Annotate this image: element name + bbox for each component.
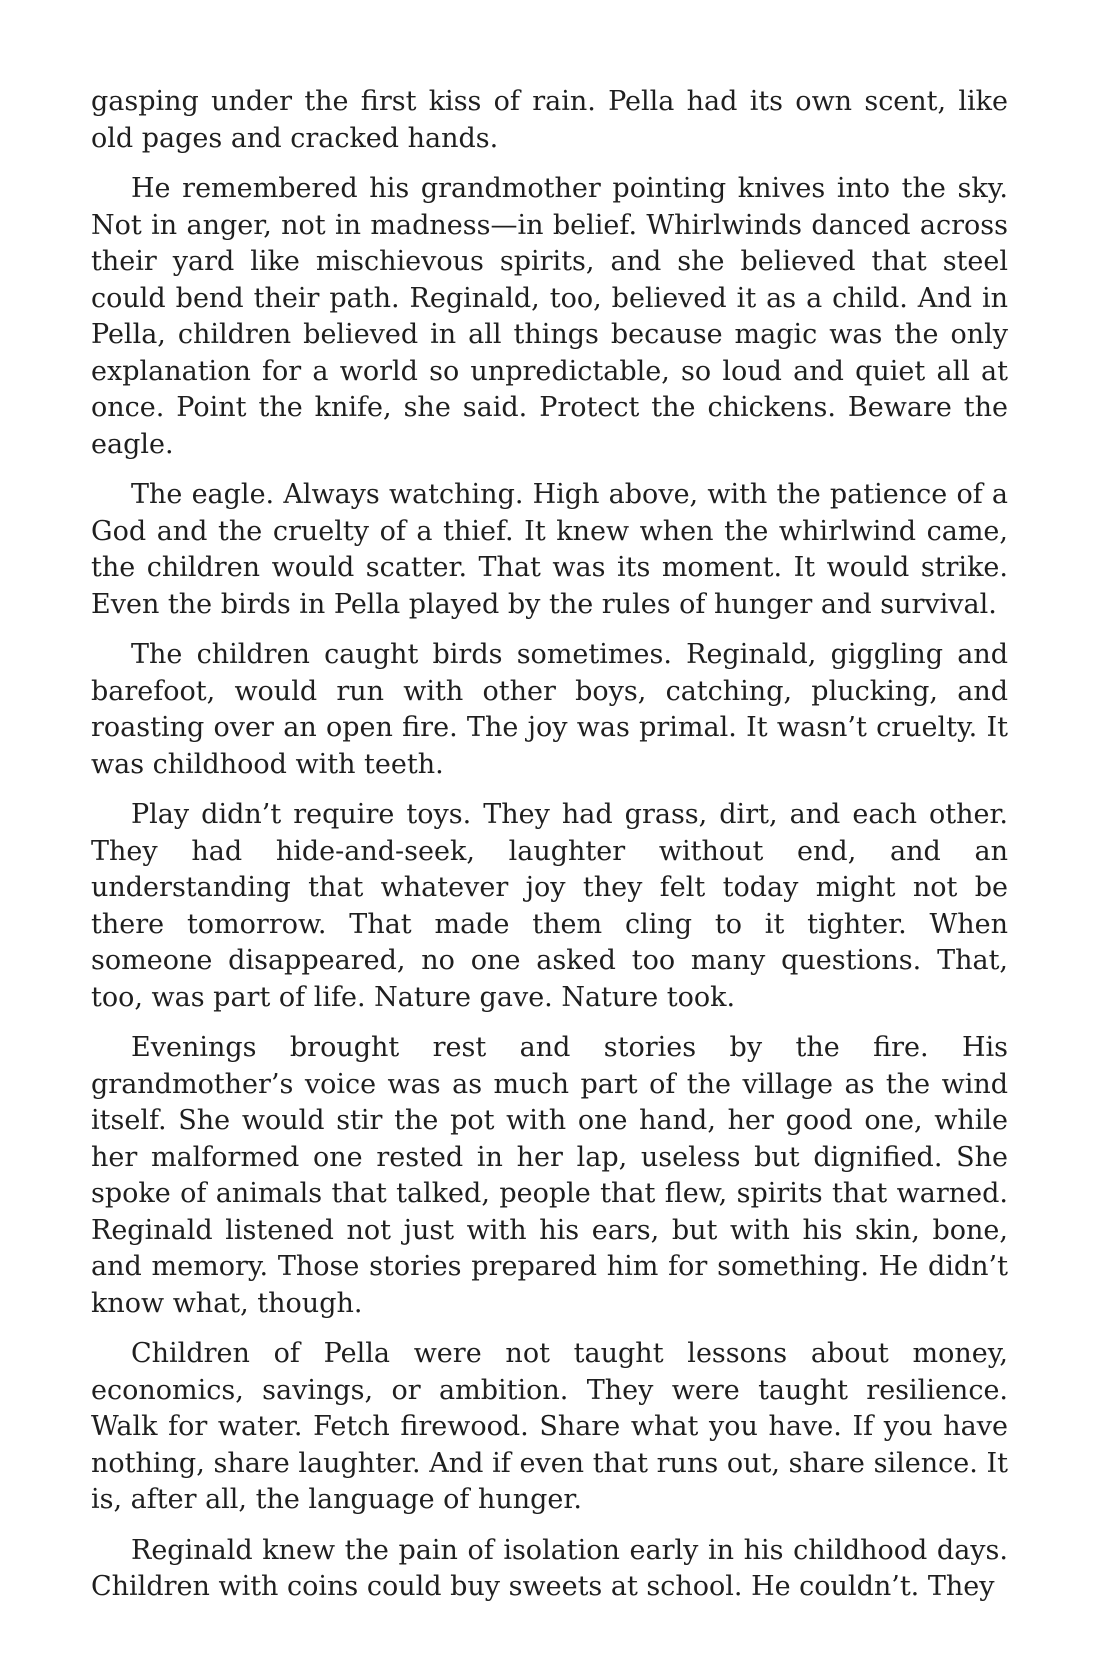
book-page <box>91 84 1008 1620</box>
paragraph-1: gasping under the first kiss of rain. Pella had its own scent, like old pages and cracked hands. <box>91 86 1008 154</box>
paragraph-6: Evenings brought rest and stories by the fire. His grandmother’s voice was as much part of the village as the wind itself. She would stir the pot with one hand, her good one, while her malformed one rested in her lap, useless but dignified. She spoke of animals that talked, people that flew, spirits that warned. Reginald listened not just with his ears, but with his skin, bone, and memory. Those stories prepared him for something. He didn’t know what, though. <box>91 1032 1008 1319</box>
paragraph-3: The eagle. Always watching. High above, with the patience of a God and the cruelty of a thief. It knew when the whirlwind came, the children would scatter. That was its moment. It would strike. Even the birds in Pella played by the rules of hunger and survival. <box>91 479 1008 620</box>
paragraph-8: Reginald knew the pain of isolation early in his childhood days. Children with coins could buy sweets at school. He couldn’t. They <box>91 1534 1008 1602</box>
paragraph-4: The children caught birds sometimes. Reginald, giggling and barefoot, would run with other boys, catching, plucking, and roasting over an open fire. The joy was primal. It wasn’t cruelty. It was childhood with teeth. <box>91 639 1008 780</box>
paragraph-7: Children of Pella were not taught lessons about money, economics, savings, or ambition. They were taught resilience. Walk for water. Fetch firewood. Share what you have. If you have nothing, share laughter. And if even that runs out, share silence. It is, after all, the language of hunger. <box>91 1338 1008 1515</box>
paragraph-5: Play didn’t require toys. They had grass, dirt, and each other. They had hide-and-seek, laughter without end, and an understanding that whatever joy they felt today might not be there tomorrow. That made them cling to it tighter. When someone disappeared, no one asked too many questions. That, too, was part of life. Nature gave. Nature took. <box>91 799 1008 1013</box>
paragraph-2: He remembered his grandmother pointing knives into the sky. Not in anger, not in madness—in belief. Whirlwinds danced across their yard like mischievous spirits, and she believed that steel could bend their path. Reginald, too, believed it as a child. And in Pella, children believed in all things because magic was the only explanation for a world so unpredictable, so loud and quiet all at once. Point the knife, she said. Protect the chickens. Beware the eagle. <box>91 173 1008 460</box>
